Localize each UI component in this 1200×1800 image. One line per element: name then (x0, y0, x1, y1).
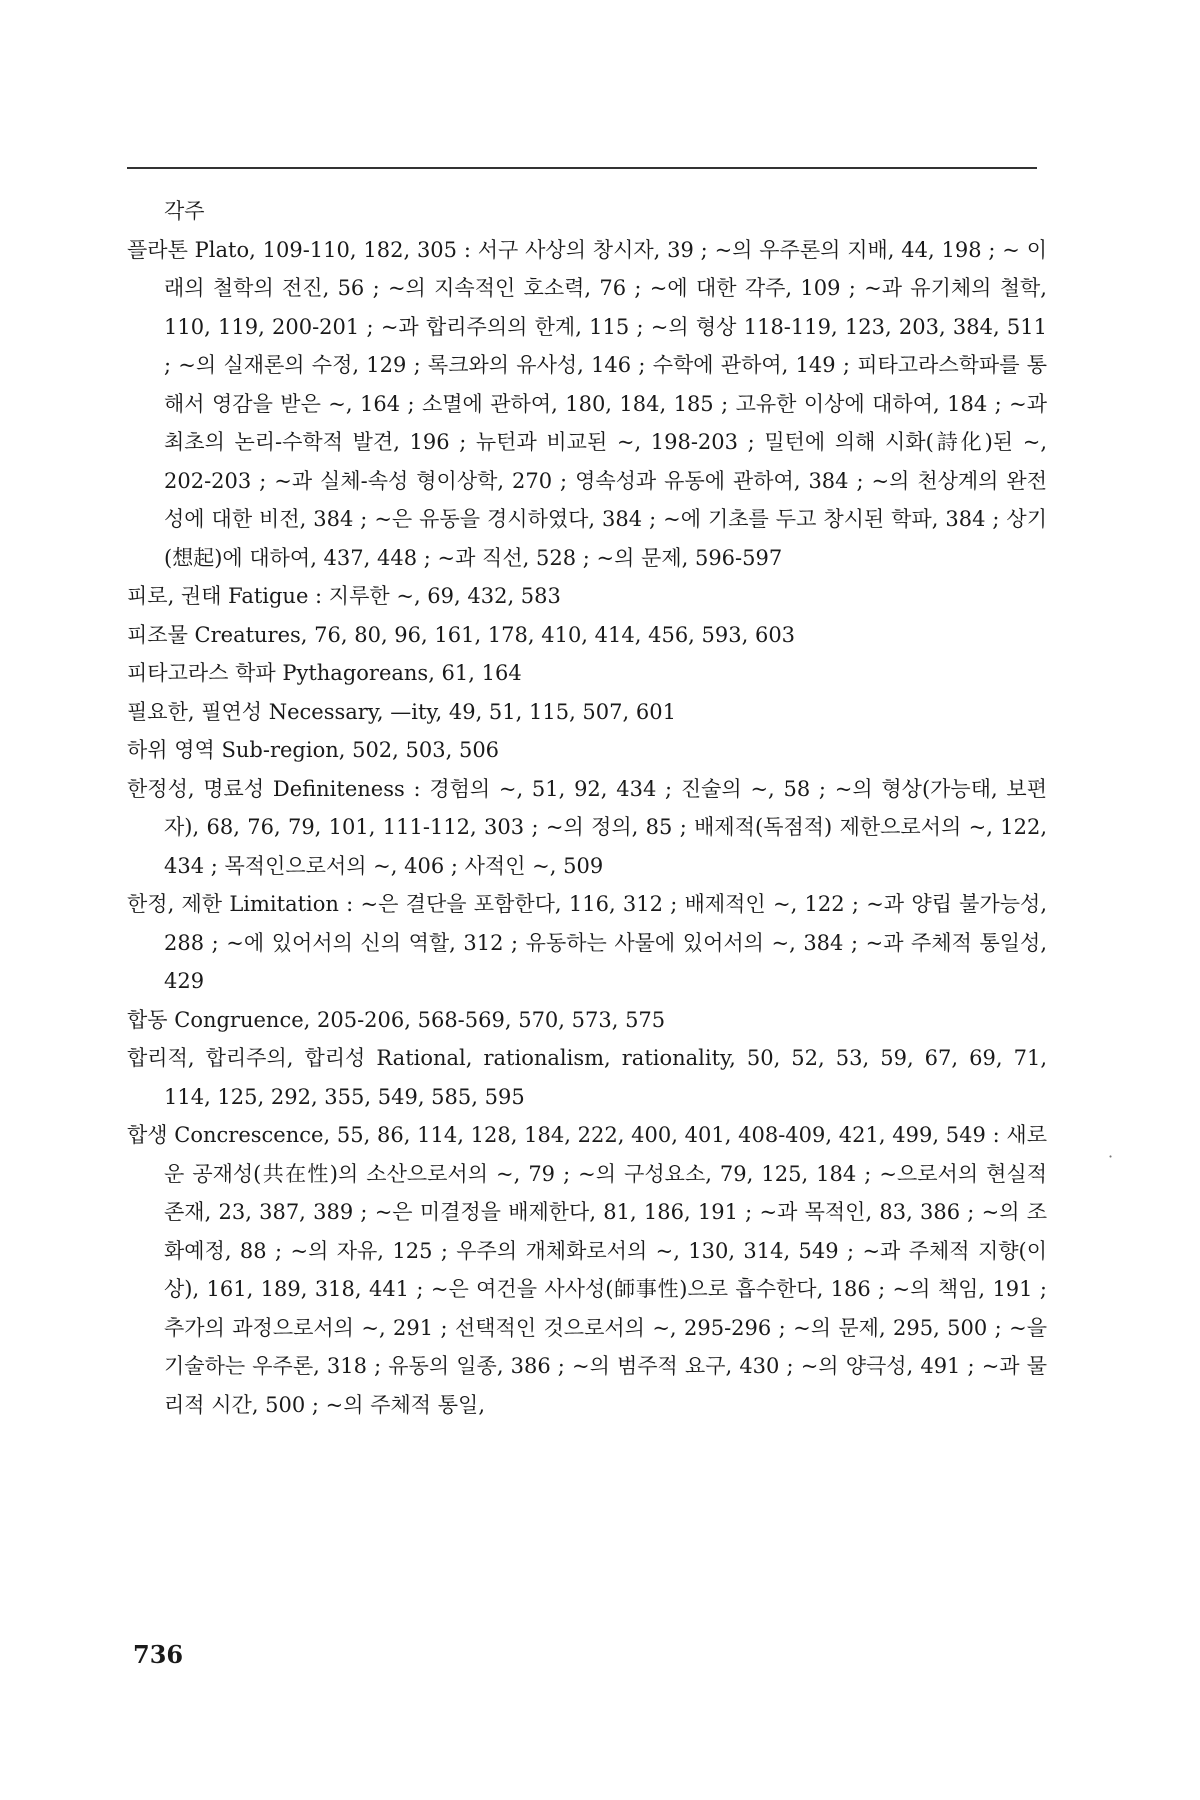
index-entry-fatigue: 피로, 권태 Fatigue : 지루한 ~, 69, 432, 583 (127, 584, 561, 608)
index-entry-congruence: 합동 Congruence, 205-206, 568-569, 570, 573, 575 (127, 1007, 666, 1032)
index-entry-continued: 각주 (164, 199, 205, 223)
index-entry-limitation: 한정, 제한 Limitation : ~은 결단을 포함한다, 116, 312 ; 배제적인 ~, 122 ; ~과 양립 불가능성, 288 ; ~에 있어서의 신의 역할, 312 ; 유동하는 사물에 있어서의 ~, 384 ; ~과 주체적 통일성, 429 (127, 892, 1047, 993)
index-entry-concrescence: 합생 Concrescence, 55, 86, 114, 128, 184, 222, 400, 401, 408-409, 421, 499, 549 : 새로운 공재성(共在性)의 소산으로서의 ~, 79 ; ~의 구성요소, 79, 125, 184 ; ~으로서의 현실적 존재, 23, 387, 389 ; ~은 미결정을 배제한다, 81, 186, 191 ; ~과 목적인, 83, 386 ; ~의 조화예정, 88 ; ~의 자유, 125 ; 우주의 개체화로서의 ~, 130, 314, 549 ; ~과 주체적 지향(이상), 161, 189, 318, 441 ; ~은 여건을 사사성(師事性)으로 흡수한다, 186 ; ~의 책임, 191 ; 추가의 과정으로서의 ~, 291 ; 선택적인 것으로서의 ~, 295-296 ; ~의 문제, 295, 500 ; ~을 기술하는 우주론, 318 ; 유동의 일종, 386 ; ~의 범주적 요구, 430 ; ~의 양극성, 491 ; ~과 물리적 시간, 500 ; ~의 주체적 통일, (127, 1123, 1047, 1417)
page-number: 736 (133, 1640, 184, 1669)
index-column (127, 192, 1047, 1424)
index-entry-definiteness: 한정성, 명료성 Definiteness : 경험의 ~, 51, 92, 434 ; 진술의 ~, 58 ; ~의 형상(가능태, 보편자), 68, 76, 79, 101, 111-112, 303 ; ~의 정의, 85 ; 배제적(독점적) 제한으로서의 ~, 122, 434 ; 목적인으로서의 ~, 406 ; 사적인 ~, 509 (127, 776, 1047, 878)
index-entry-sub-region: 하위 영역 Sub-region, 502, 503, 506 (127, 738, 500, 762)
index-entry-rational: 합리적, 합리주의, 합리성 Rational, rationalism, rationality, 50, 52, 53, 59, 67, 69, 71, 114, 125, 292, 355, 549, 585, 595 (127, 1046, 1047, 1109)
index-entry-necessary: 필요한, 필연성 Necessary, —ity, 49, 51, 115, 507, 601 (127, 699, 676, 724)
index-entry-pythagoreans: 피타고라스 학파 Pythagoreans, 61, 164 (127, 661, 522, 685)
margin-dot: · (1108, 1147, 1114, 1166)
index-entry-plato: 플라톤 Plato, 109-110, 182, 305 : 서구 사상의 창시자, 39 ; ~의 우주론의 지배, 44, 198 ; ~ 이래의 철학의 전진, 56 ; ~의 지속적인 호소력, 76 ; ~에 대한 각주, 109 ; ~과 유기체의 철학, 110, 119, 200-201 ; ~과 합리주의의 한계, 115 ; ~의 형상 118-119, 123, 203, 384, 511 ; ~의 실재론의 수정, 129 ; 록크와의 유사성, 146 ; 수학에 관하여, 149 ; 피타고라스학파를 통해서 영감을 받은 ~, 164 ; 소멸에 관하여, 180, 184, 185 ; 고유한 이상에 대하여, 184 ; ~과 최초의 논리-수학적 발견, 196 ; 뉴턴과 비교된 ~, 198-203 ; 밀턴에 의해 시화(詩化)된 ~, 202-203 ; ~과 실체-속성 형이상학, 270 ; 영속성과 유동에 관하여, 384 ; ~의 천상계의 완전성에 대한 비전, 384 ; ~은 유동을 경시하였다, 384 ; ~에 기초를 두고 창시된 학파, 384 ; 상기(想起)에 대하여, 437, 448 ; ~과 직선, 528 ; ~의 문제, 596-597 (127, 237, 1047, 570)
header-rule (127, 167, 1037, 169)
index-entry-creatures: 피조물 Creatures, 76, 80, 96, 161, 178, 410, 414, 456, 593, 603 (127, 622, 796, 647)
